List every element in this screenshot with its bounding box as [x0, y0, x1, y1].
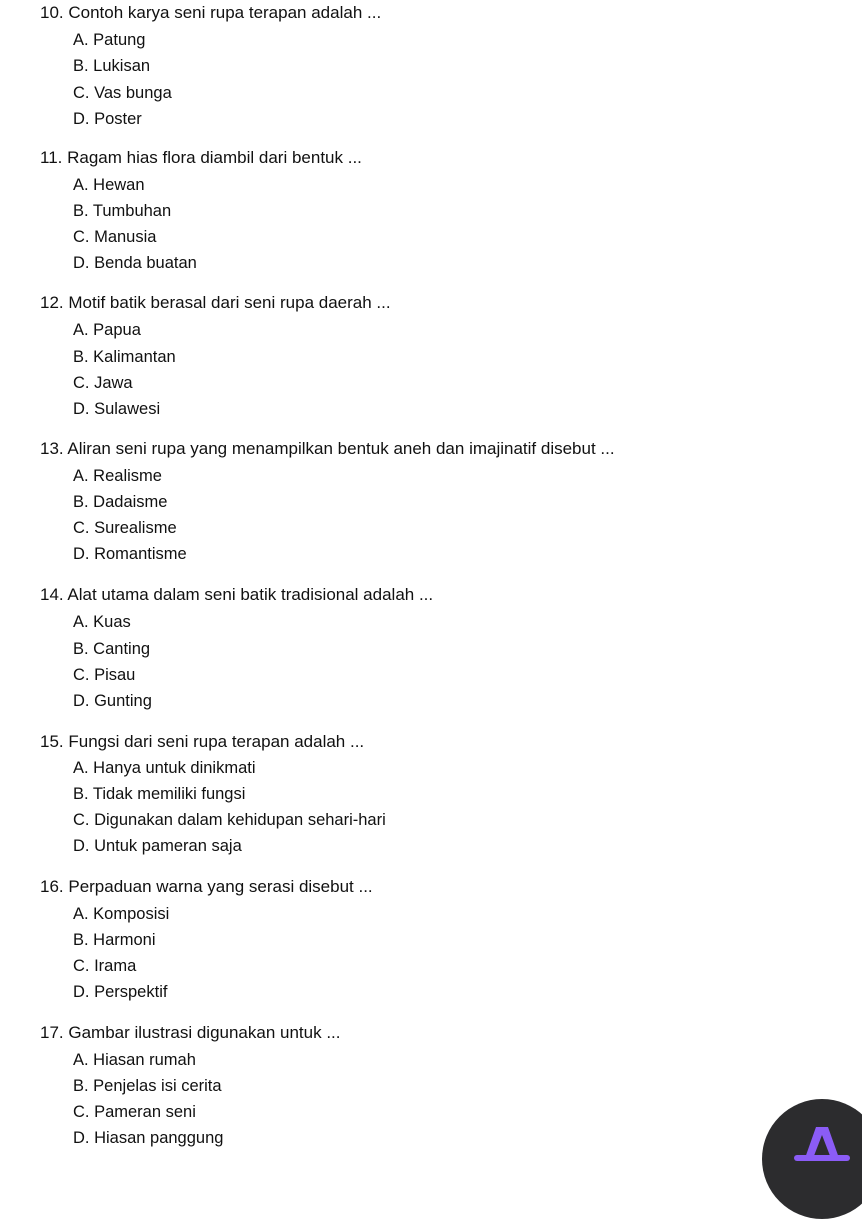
option-a: A. Hewan	[73, 176, 145, 194]
option-b: B. Penjelas isi cerita	[73, 1077, 222, 1095]
option-a: A. Patung	[73, 31, 146, 49]
option-c: C. Surealisme	[73, 519, 177, 537]
option-c: C. Manusia	[73, 228, 157, 246]
option-d: D. Untuk pameran saja	[73, 837, 242, 855]
option-a: A. Komposisi	[73, 905, 170, 923]
question-text: 13. Aliran seni rupa yang menampilkan bentuk aneh dan imajinatif disebut ...	[40, 439, 615, 458]
option-b: B. Harmoni	[73, 931, 156, 949]
option-a: A. Kuas	[73, 613, 131, 631]
option-d: D. Sulawesi	[73, 400, 161, 418]
question-text: 10. Contoh karya seni rupa terapan adalah ...	[40, 3, 382, 22]
option-c: C. Pameran seni	[73, 1103, 196, 1121]
app-logo-icon	[790, 1121, 854, 1171]
option-c: C. Pisau	[73, 666, 136, 684]
option-d: D. Romantisme	[73, 545, 187, 563]
option-c: C. Vas bunga	[73, 84, 172, 102]
option-b: B. Kalimantan	[73, 348, 176, 366]
option-b: B. Dadaisme	[73, 493, 168, 511]
question-text: 12. Motif batik berasal dari seni rupa daerah ...	[40, 293, 391, 312]
option-b: B. Tidak memiliki fungsi	[73, 785, 246, 803]
option-c: C. Digunakan dalam kehidupan sehari-hari	[73, 811, 386, 829]
option-b: B. Canting	[73, 640, 151, 658]
question-text: 17. Gambar ilustrasi digunakan untuk ...	[40, 1023, 341, 1042]
option-c: C. Irama	[73, 957, 137, 975]
option-d: D. Poster	[73, 110, 142, 128]
option-d: D. Benda buatan	[73, 254, 197, 272]
option-c: C. Jawa	[73, 374, 133, 392]
option-a: A. Hiasan rumah	[73, 1051, 196, 1069]
option-b: B. Tumbuhan	[73, 202, 172, 220]
question-text: 15. Fungsi dari seni rupa terapan adalah ...	[40, 732, 365, 751]
option-a: A. Hanya untuk dinikmati	[73, 759, 256, 777]
option-a: A. Realisme	[73, 467, 162, 485]
question-text: 16. Perpaduan warna yang serasi disebut ...	[40, 877, 373, 896]
question-text: 11. Ragam hias flora diambil dari bentuk ...	[40, 148, 362, 167]
option-d: D. Gunting	[73, 692, 152, 710]
option-d: D. Hiasan panggung	[73, 1129, 224, 1147]
option-a: A. Papua	[73, 321, 141, 339]
option-b: B. Lukisan	[73, 57, 151, 75]
floating-app-button[interactable]	[762, 1099, 862, 1219]
option-d: D. Perspektif	[73, 983, 168, 1001]
question-text: 14. Alat utama dalam seni batik tradisional adalah ...	[40, 585, 434, 604]
